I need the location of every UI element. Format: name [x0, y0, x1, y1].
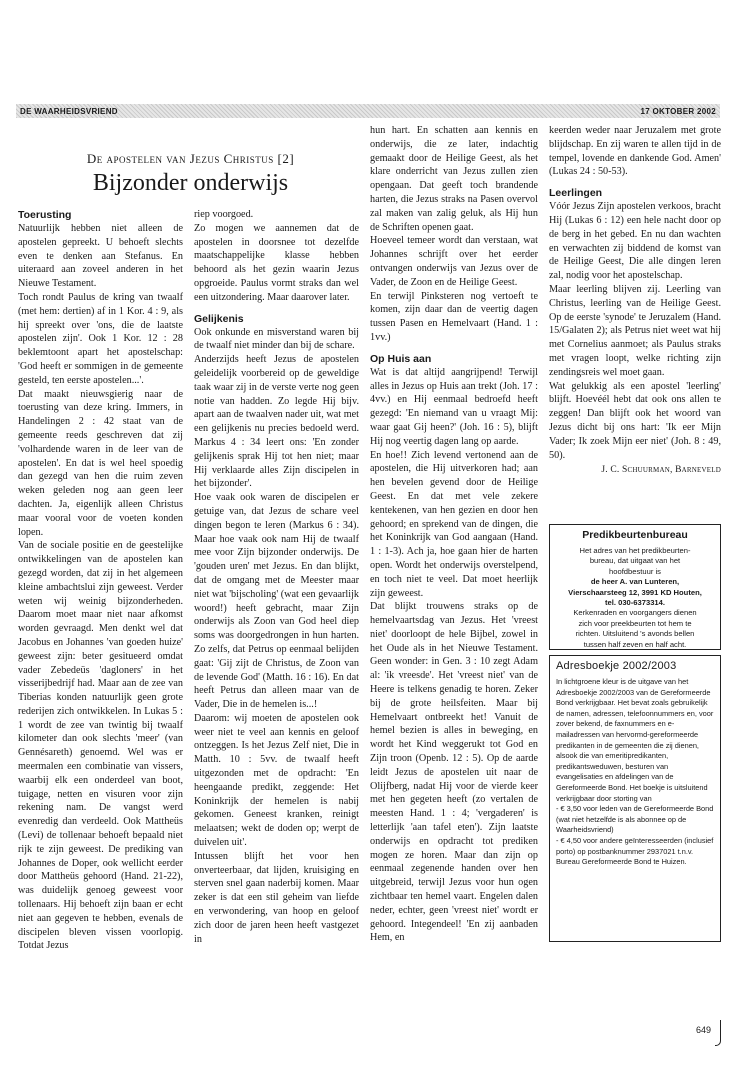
- contact-address: Vierschaarsteeg 12, 3991 KD Houten,: [568, 587, 702, 597]
- article-title: Bijzonder onderwijs: [92, 170, 289, 196]
- paragraph: Daarom: wij moeten de apostelen ook weer niet te veel aan kennis en geloof ontzeggen. Is het Jezus Zelf niet, Die in Matth. 10 : 5vv. de twaalf heeft uitgezonden met de opdracht: 'En heengaande predikt, zeggende: Het Koninkrijk der hemelen is nabij gekomen. Geneest kranken, reinigt melaatsen; wekt de doden op; werpt de duivelen uit'.: [194, 712, 359, 849]
- adresboekje-box: [549, 655, 721, 942]
- paragraph: Vóór Jezus Zijn apostelen verkoos, bracht Hij (Lukas 6 : 12) een hele nacht door op de berg in het gebed. En nu dan wachten en verwachten zij biddend de komst van de Heilige Geest, Die alle dingen leren zal, nodig voor het apostelschap.: [549, 201, 721, 282]
- box-line: richten. Uitsluitend 's avonds bellen: [575, 629, 695, 639]
- column-4: [549, 124, 721, 478]
- paragraph: Toch rondt Paulus de kring van twaalf (met hem: dertien) af in 1 Kor. 4 : 9, als hij spreekt over 'ons, die de laatste apostelen zijn'. Ook 1 Kor. 12 : 28 beklemtoont apart het apostelschap: 'God heeft er sommigen in de gemeente gesteld, ten eerste apostelen...'.: [18, 291, 183, 386]
- section-heading-leerlingen: Leerlingen: [549, 187, 603, 200]
- paragraph: Dat maakt nieuwsgierig naar de toerusting van deze kring. Immers, in Handelingen 2 : 42 staat van de gemeente reeds geschreven dat zij 'volhardende waren in de leer van de apostelen'. En dat is wel heel spoedig dan gezegd van hen die ruim zeven weken geleden nog aan geen leer dachten. Ja, eigenlijk alleen Christus maar vooral voor de voeten konden lopen.: [18, 388, 183, 538]
- box-line: hoofdbestuur is: [609, 566, 661, 576]
- paragraph: En terwijl Pinksteren nog vertoeft te komen, zijn daar dan de veertig dagen tussen Pasen en Hemelvaart (Hand. 1 : 1vv.): [370, 290, 538, 343]
- paragraph: keerden weder naar Jeruzalem met grote blijdschap. En zij waren te allen tijd in de tempel, lovende en dankende God. Amen' (Lukas 24 : 50-53).: [549, 125, 721, 178]
- box-line: tussen half zeven en half acht.: [583, 639, 687, 649]
- page-header-bar: [16, 104, 720, 118]
- price-item: - € 3,50 voor leden van de Gereformeerde Bond (wat niet hetzelfde is als abonnee op de Waarheidsvriend): [556, 804, 714, 835]
- contact-name: de heer A. van Lunteren,: [590, 577, 680, 587]
- paragraph: Intussen blijft het voor hen onverteerbaar, dat lijden, kruisiging en sterven snel gaan naderbij komen. Maar zeker is dat een stil geheim van liefde en verwondering, van hoop en geloof zich door de jaren heen heeft vastgezet in: [194, 850, 359, 945]
- box-line: Kerkenraden en voorgangers dienen: [573, 608, 697, 618]
- box-line: zich voor preekbeurten tot hem te: [578, 618, 692, 628]
- box-line: bureau, dat uitgaat van het: [589, 556, 681, 566]
- price-item: - € 4,50 voor andere geïnteresseerden (inclusief porto) op postbanknummer 2937021 t.n.v. Bureau Gereformeerde Bond te Huizen.: [556, 835, 714, 867]
- paragraph: hun hart. En schatten aan kennis en onderwijs, die ze later, indachtig gemaakt door de Heilige Geest, als het klare onderricht van Jezus zullen zien opengaan. Dat geeft toch brandende harten, die Jezus straks na Pasen overvol zal maken van zalig geluk, als Hij hun de Schriften openen gaat.: [370, 125, 538, 233]
- column-1: [18, 208, 183, 953]
- paragraph: Maar leerling blijven zij. Leerling van Christus, leerling van de Heilige Geest. Op de eerste 'synode' te Jeruzalem (Hand. 15/Galaten 2); als Petrus niet weet wat hij met Cornelius aanmoet; als Paulus straks met vragen loopt, welke richting zijn zendingsreis wel moet gaan.: [549, 283, 721, 378]
- article-kicker: De apostelen van Jezus Christus [2]: [86, 151, 295, 166]
- paragraph: Zo mogen we aannemen dat de apostelen in doorsnee tot dezelfde maatschappelijke klasse hebben behoord als het gezin waarin Jezus opgroeide. Paulus vormt straks dan wel een uitzondering. Maar daarover later.: [194, 222, 359, 303]
- author-signature: J. C. Schuurman, Barneveld: [601, 465, 721, 476]
- issue-date: 17 OKTOBER 2002: [640, 106, 716, 116]
- box-line: Het adres van het predikbeurten-: [579, 546, 691, 555]
- predikbeurtenbureau-box: [549, 524, 721, 650]
- box-title: Predikbeurtenbureau: [582, 529, 688, 541]
- paragraph: Van de sociale positie en de geestelijke ontwikkelingen van de apostelen kan gezegd worden, dat zij in het algemeen kleine ambachtslui zijn geweest. Verder weten wij weinig bijzonderheden. Daarom moet maar niet naar afkomst worden gevraagd. Men denkt wel dat Jacobus en Johannes 'van goeden huize' geweest zijn: beter gesitueerd omdat vader Zebedeüs 'dagloners' in het visserijbedrijf had. Maar aan de zee van Tiberias konden natuurlijk geen grote rederijen zich ontwikkelen. In Lukas 5 : 1 wordt de zee van twintig bij twaalf kilometer dan ook slechts 'meer' (van Gennésareth) genoemd. Wel was er meermalen een combinatie van vissers, waarbij elk een onderdeel van boot, tuigage, netten en visuren voor zijn rekening nam. De vangst werd evenredig dan verdeeld. Ook Mattheüs (Levi) de tollenaar behoeft bepaald niet rijk te zijn geweest. De prediking van Johannes de Doper, ook wellicht eerder door Mattheüs gehoord (Hand. 21-22), was duidelijk genoeg geweest voor tollenaars. Hij behoeft zijn baan er echt niet aan gegeven te hebben, evenals de discipelen bleven vissen voorlopig. Totdat Jezus: [18, 540, 183, 952]
- paragraph: Ook onkunde en misverstand waren bij de twaalf niet minder dan bij de schare.: [194, 326, 359, 352]
- contact-phone: tel. 030-6373314.: [605, 598, 665, 608]
- paragraph: Natuurlijk hebben niet alleen de apostelen gepreekt. U behoeft slechts even te denken aan Stefanus. En uiteraard aan zoveel anderen in het Nieuwe Testament.: [18, 223, 183, 290]
- paragraph: riep voorgoed.: [194, 209, 254, 220]
- paragraph: Hoe vaak ook waren de discipelen er getuige van, dat Jezus de schare veel dingen begon te leren (Markus 6 : 34). Maar hoe vaak ook nam Hij de twaalf mee voor Zijn bijzonder onderwijs. De 'gouden uren' met Jezus. En dan blijkt, dat de omgang met de Meester maar niet wat 'bijscholing' (wat een gevaarlijk woord!) heeft gebracht, maar Zijn onderwijs als Zoon van God heel diep soms was doorgedrongen in hun harten. Zo zelfs, dat Petrus op eenmaal belijden gaat: 'Gij zijt de Christus, de Zoon van de levende God' (Matth. 16 : 16). En dat heeft Petrus dan alleen maar van de Vader, Die in de hemelen is...!: [194, 492, 359, 711]
- corner-mark: [715, 1020, 721, 1046]
- paragraph: Wat gelukkig als een apostel 'leerling' blijft. Hoevéél hebt dat ook ons allen te zeggen! Dan blijft ook het woord van Jezus dicht bij ons hart: 'Ik eer Mijn Vader; Ik zoek Mijn eer niet' (Joh. 8 : 49, 50).: [549, 380, 721, 461]
- box-title: Adresboekje 2002/2003: [556, 660, 677, 672]
- paragraph: Wat is dat altijd aangrijpend! Terwijl alles in Jezus op Huis aan trekt (Joh. 17 : 4vv.) en Hij eenmaal bedroefd heeft gezegd: 'En niemand van u vraagt Mij: waar gaat Gij heen?' (Joh. 16 : 5), blijft Hij nog veertig dagen lang op aarde.: [370, 366, 538, 447]
- section-heading-op-huis-aan: Op Huis aan: [370, 352, 432, 365]
- publication-name: DE WAARHEIDSVRIEND: [20, 106, 118, 116]
- paragraph: En hoe!! Zich levend vertonend aan de apostelen, die Hij uitverkoren had; aan hen bevelen gevend door de Heilige Geest. En dat met vele zekere kentekenen, van hen gezien en door hen gehoord; en sprekend van de dingen, die het Koninkrijk van God aangaan (Hand. 1 : 1-3). Ach ja, hoe gaan hier de harten open. Wordt het onderwijs overstelpend, en toch niet te veel. Dat moet heerlijk zijn geweest.: [370, 449, 538, 599]
- page-number: 649: [696, 1025, 712, 1035]
- paragraph: Dat blijkt trouwens straks op de hemelvaartsdag van Jezus. Het 'vreest niet' doorloopt de hele Bijbel, zowel in het Oude als in het Nieuwe Testament. Geen wonder: in Gen. 3 : 10 zegt Adam al: 'ik vreesde'. Het 'vreest niet' van de Heere is telkens genadig te horen. Zeker bij de grote heilsfeiten. Maar bij Hemelvaart ontbreekt het! Vanuit de hemel bezien is alles in beweging, en wordt het Kind weggerukt tot God en Zijn troon (Openb. 12 : 5). Op de aarde leidt Jezus de apostelen uit naar de Olijfberg, nadat Hij voor de vierde keer met hen gegeten heeft (zo vertalen de meesten Hand. 1 : 4; 'vergaderen' is letterlijk 'aan tafel eten'). Zijn laatste onderwijs en opdracht tot prediken mogen ze horen. Maar dan zijn op eenmaal zegenende handen over hen uitgebreid, terwijl Jezus voor hun ogen zichtbaar ten hemel vaart. Engelen dalen neder, echter, geen 'vreest niet' wordt er gehoord. Integendeel! 'En zij aanbaden Hem, en: [370, 601, 538, 944]
- paragraph: Hoeveel temeer wordt dan verstaan, wat Johannes schrijft over het eerder ontvangen onderwijs van Jezus over de Vader, de Zoon en de Heilige Geest.: [370, 235, 538, 288]
- column-2: [194, 208, 359, 946]
- box-text: In lichtgroene kleur is de uitgave van het Adresboekje 2002/2003 van de Gereformeerde Bond verkrijgbaar. Het bevat zoals gebruikelijk de namen, adressen, telefoonnummers en, voor zover bekend, de faxnummers en e-mailadressen van hervormd-gereformeerde predikanten in de gemeenten die zij dienen, alsook die van emeritipredikanten, predikantsweduwen, besturen van evangelisaties en afdelingen van de Gereformeerde Bond. Het boekje is uitsluitend verkrijgbaar door storting van: [556, 677, 714, 803]
- section-heading-gelijkenis: Gelijkenis: [194, 312, 244, 325]
- section-heading-toerusting: Toerusting: [18, 209, 72, 221]
- paragraph: Anderzijds heeft Jezus de apostelen geleidelijk voorbereid op de geweldige taak waar zij in de verste verte nog geen notie van hadden. Zo legde Hij bijv. apart aan de twaalven nader uit, wat met een gelijkenis nu precies bedoeld werd. Markus 4 : 34 leert ons: 'En zonder gelijkenis sprak Hij tot hen niet; maar Hij verklaarde alles Zijn discipelen in het bijzonder'.: [194, 354, 359, 490]
- column-3: [370, 124, 538, 945]
